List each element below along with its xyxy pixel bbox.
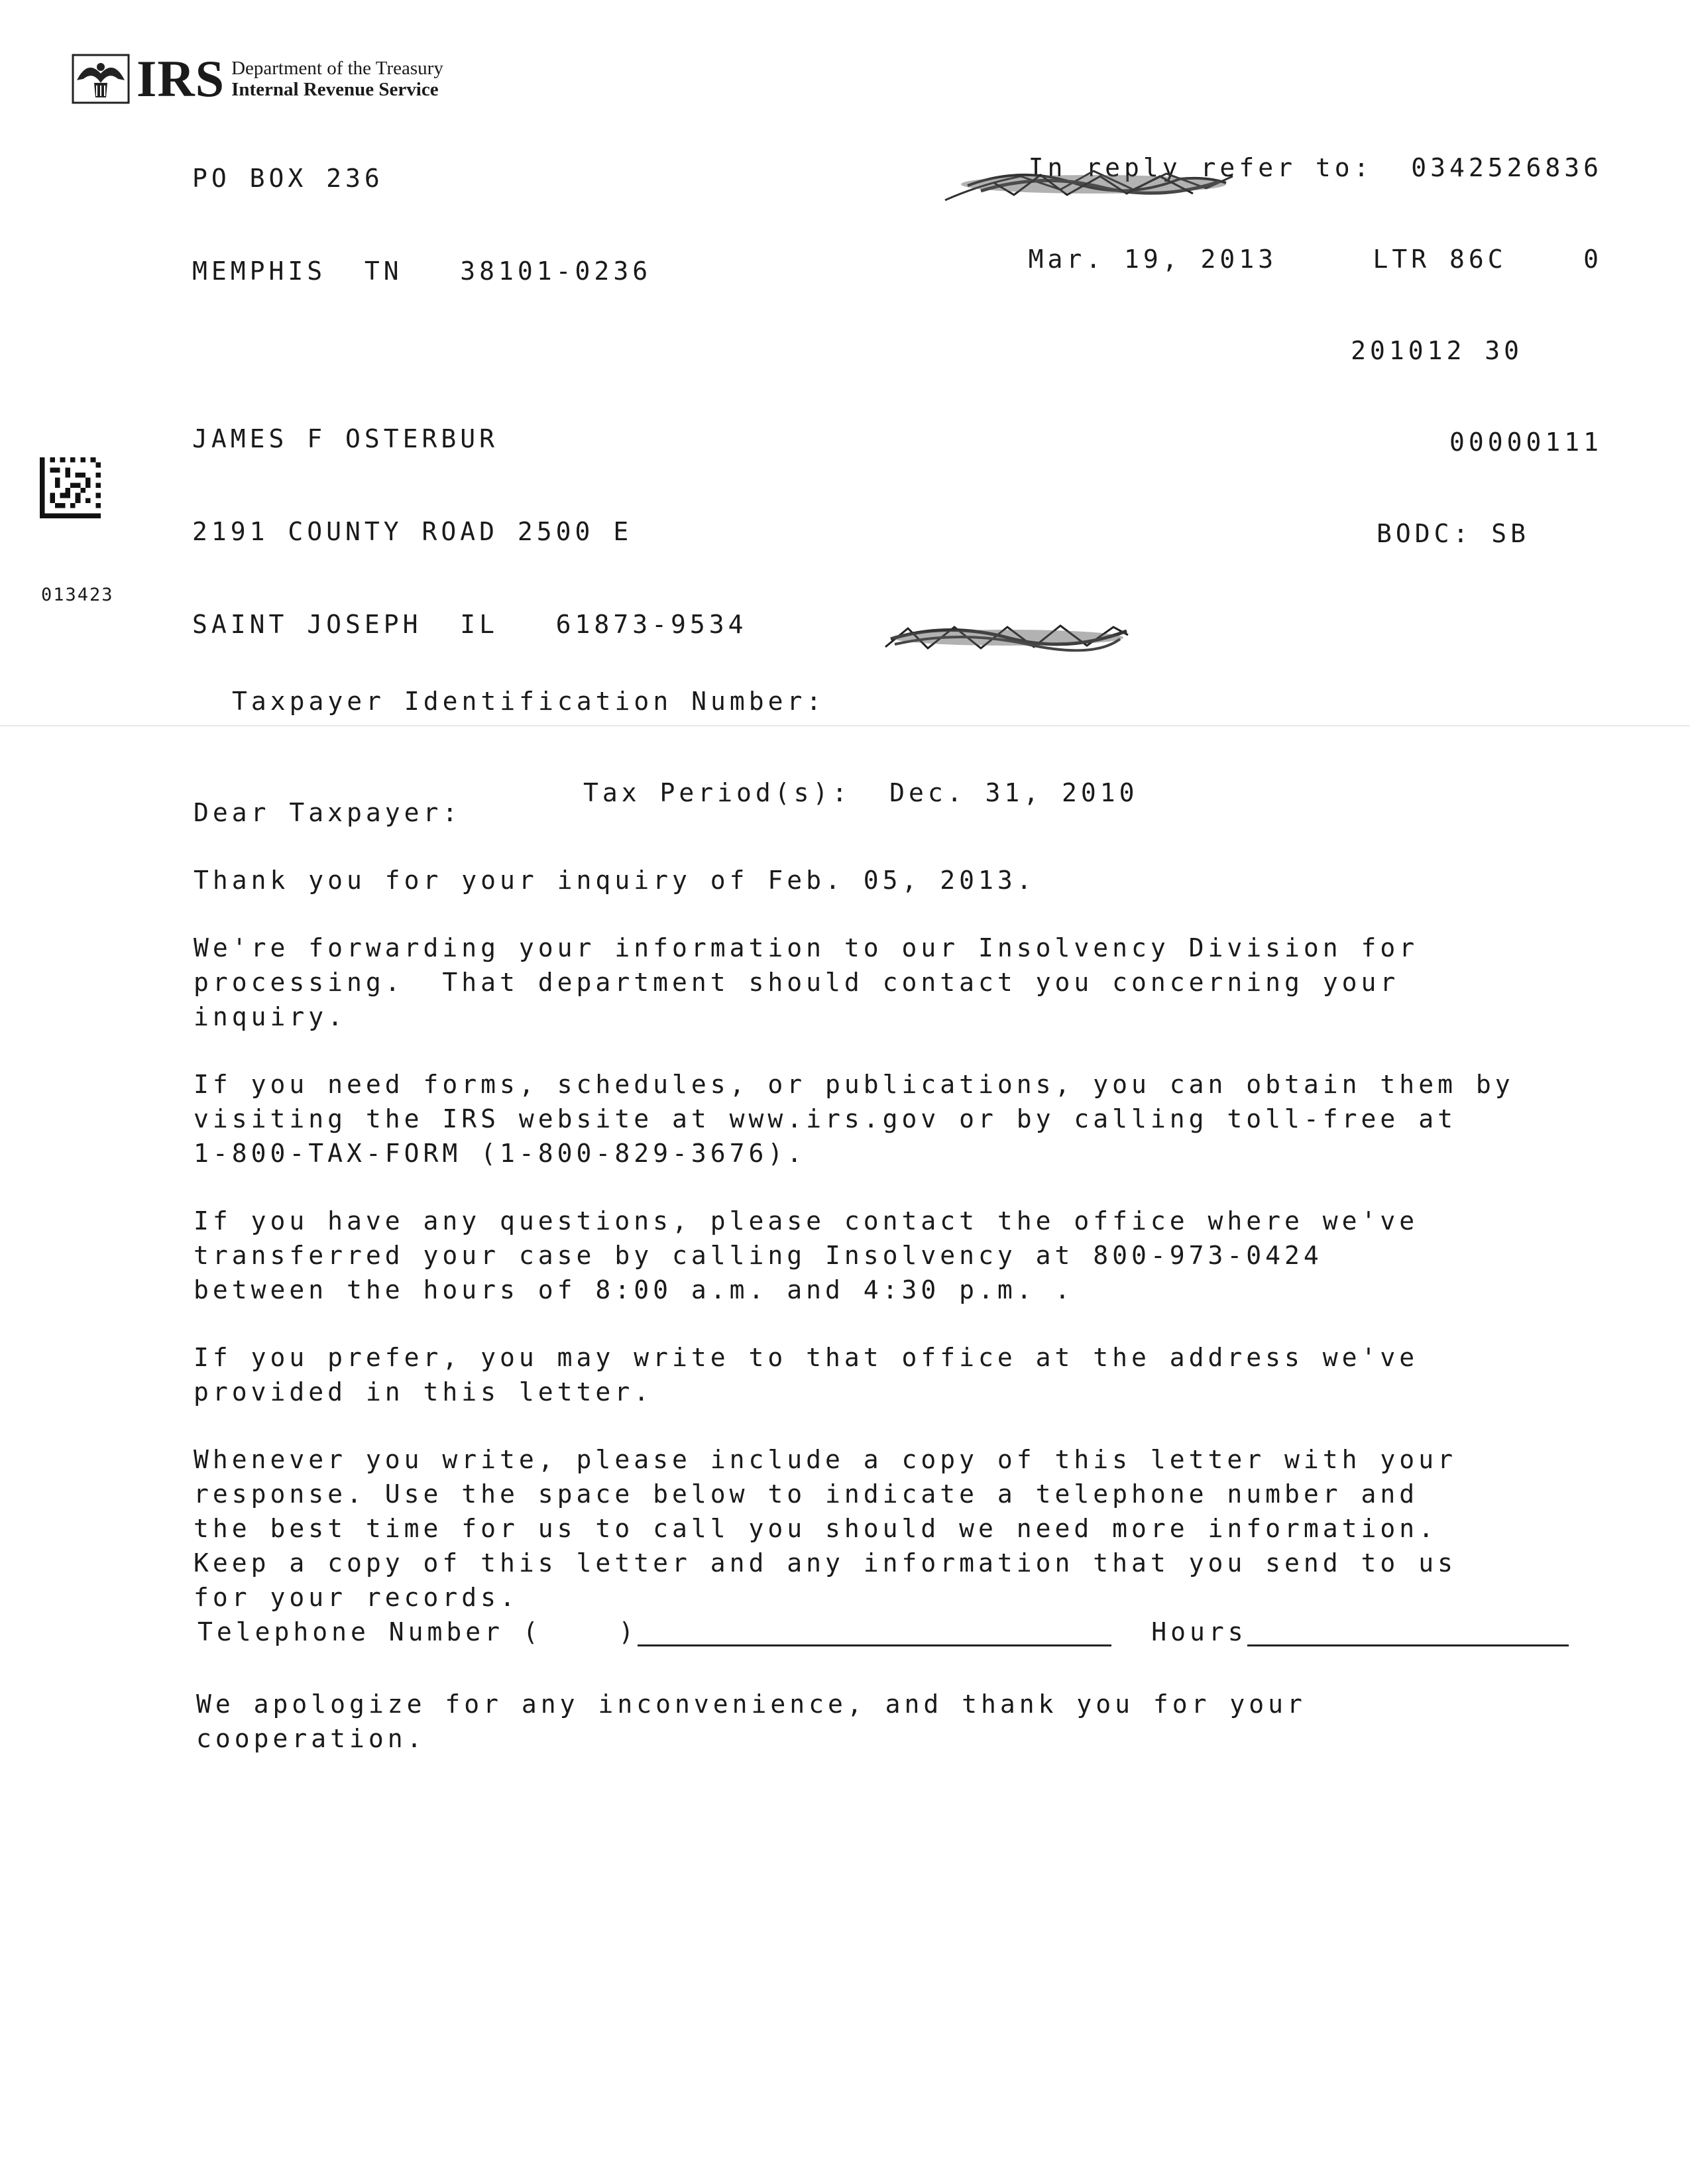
department-line: Department of the Treasury <box>231 58 443 79</box>
paragraph-inquiry <box>194 863 1652 897</box>
letter-body <box>194 795 1652 1648</box>
paragraph-line: for your records. <box>194 1583 519 1612</box>
telephone-form-line <box>197 1617 1569 1646</box>
closing-line: cooperation. <box>196 1724 426 1753</box>
paragraph-write <box>194 1340 1652 1409</box>
irs-eagle-icon <box>72 54 130 104</box>
tax-period-label: Tax Period(s): <box>583 778 852 807</box>
2d-barcode-icon <box>38 457 102 518</box>
letter-date: Mar. 19, 2013 LTR 86C 0 <box>1028 245 1603 274</box>
reply-reference: In reply refer to: 0342526836 <box>1028 153 1603 182</box>
return-address-line: PO BOX 236 <box>192 164 384 193</box>
recipient-address <box>192 363 747 671</box>
telephone-label: Telephone Number ( ) <box>197 1617 638 1646</box>
service-line: Internal Revenue Service <box>231 79 439 100</box>
tax-period-value: Dec. 31, 2010 <box>889 778 1139 807</box>
paragraph-line: provided in this letter. <box>194 1377 653 1407</box>
paragraph-line: visiting the IRS website at www.irs.gov or by calling toll-free at <box>194 1104 1457 1133</box>
paragraph-line: processing. That department should contact you concerning your <box>194 968 1400 997</box>
redaction-scribble-icon <box>881 615 1133 659</box>
return-address <box>192 103 651 317</box>
paragraph-line: between the hours of 8:00 a.m. and 4:30 p.m. . <box>194 1275 1074 1304</box>
document-code: 013423 <box>41 585 114 605</box>
paragraph-line: If you have any questions, please contact the office where we've <box>194 1206 1419 1236</box>
bodc-line: BODC: SB <box>1376 519 1530 548</box>
redaction-scribble-icon <box>941 156 1239 209</box>
paragraph-questions <box>194 1204 1652 1307</box>
paragraph-line: Keep a copy of this letter and any information that you send to us <box>194 1548 1457 1578</box>
irs-wordmark: IRS <box>137 50 225 107</box>
paragraph-line: the best time for us to call you should we need more information. <box>194 1514 1438 1543</box>
closing-line: We apologize for any inconvenience, and thank you for your <box>196 1690 1306 1719</box>
tin-label: Taxpayer Identification Number: <box>232 687 826 716</box>
paragraph-line: transferred your case by calling Insolvency at 800-973-0424 <box>194 1241 1323 1270</box>
salutation: Dear Taxpayer: <box>194 798 462 827</box>
recipient-city: SAINT JOSEPH IL 61873-9534 <box>192 610 748 639</box>
irs-logo <box>72 50 443 107</box>
paragraph-line: 1-800-TAX-FORM (1-800-829-3676). <box>194 1139 807 1168</box>
paragraph-line: Whenever you write, please include a copy of this letter with your <box>194 1445 1457 1474</box>
paragraph-forms <box>194 1067 1652 1171</box>
department-name <box>231 58 443 100</box>
paragraph-line: If you prefer, you may write to that office at the address we've <box>194 1343 1419 1372</box>
paragraph-line: response. Use the space below to indicate a telephone number and <box>194 1479 1419 1509</box>
paragraph-line: If you need forms, schedules, or publications, you can obtain them by <box>194 1070 1514 1099</box>
return-address-line: MEMPHIS TN 38101-0236 <box>192 257 652 286</box>
paragraph-forwarding <box>194 931 1652 1034</box>
code-line: 00000111 <box>1449 428 1603 457</box>
hours-label: Hours <box>1151 1617 1247 1646</box>
paragraph-line: inquiry. <box>194 1002 347 1031</box>
paragraph-whenever <box>194 1442 1652 1615</box>
ssn-period-line: 201012 30 <box>1351 336 1523 365</box>
recipient-name: JAMES F OSTERBUR <box>192 424 499 453</box>
paragraph-line: Thank you for your inquiry of Feb. 05, 2013. <box>194 866 1036 895</box>
hours-field[interactable] <box>1247 1618 1569 1646</box>
telephone-field[interactable] <box>638 1618 1111 1646</box>
fold-line <box>0 725 1690 726</box>
closing <box>196 1687 1306 1756</box>
recipient-street: 2191 COUNTY ROAD 2500 E <box>192 517 633 546</box>
paragraph-line: We're forwarding your information to our Insolvency Division for <box>194 933 1419 962</box>
